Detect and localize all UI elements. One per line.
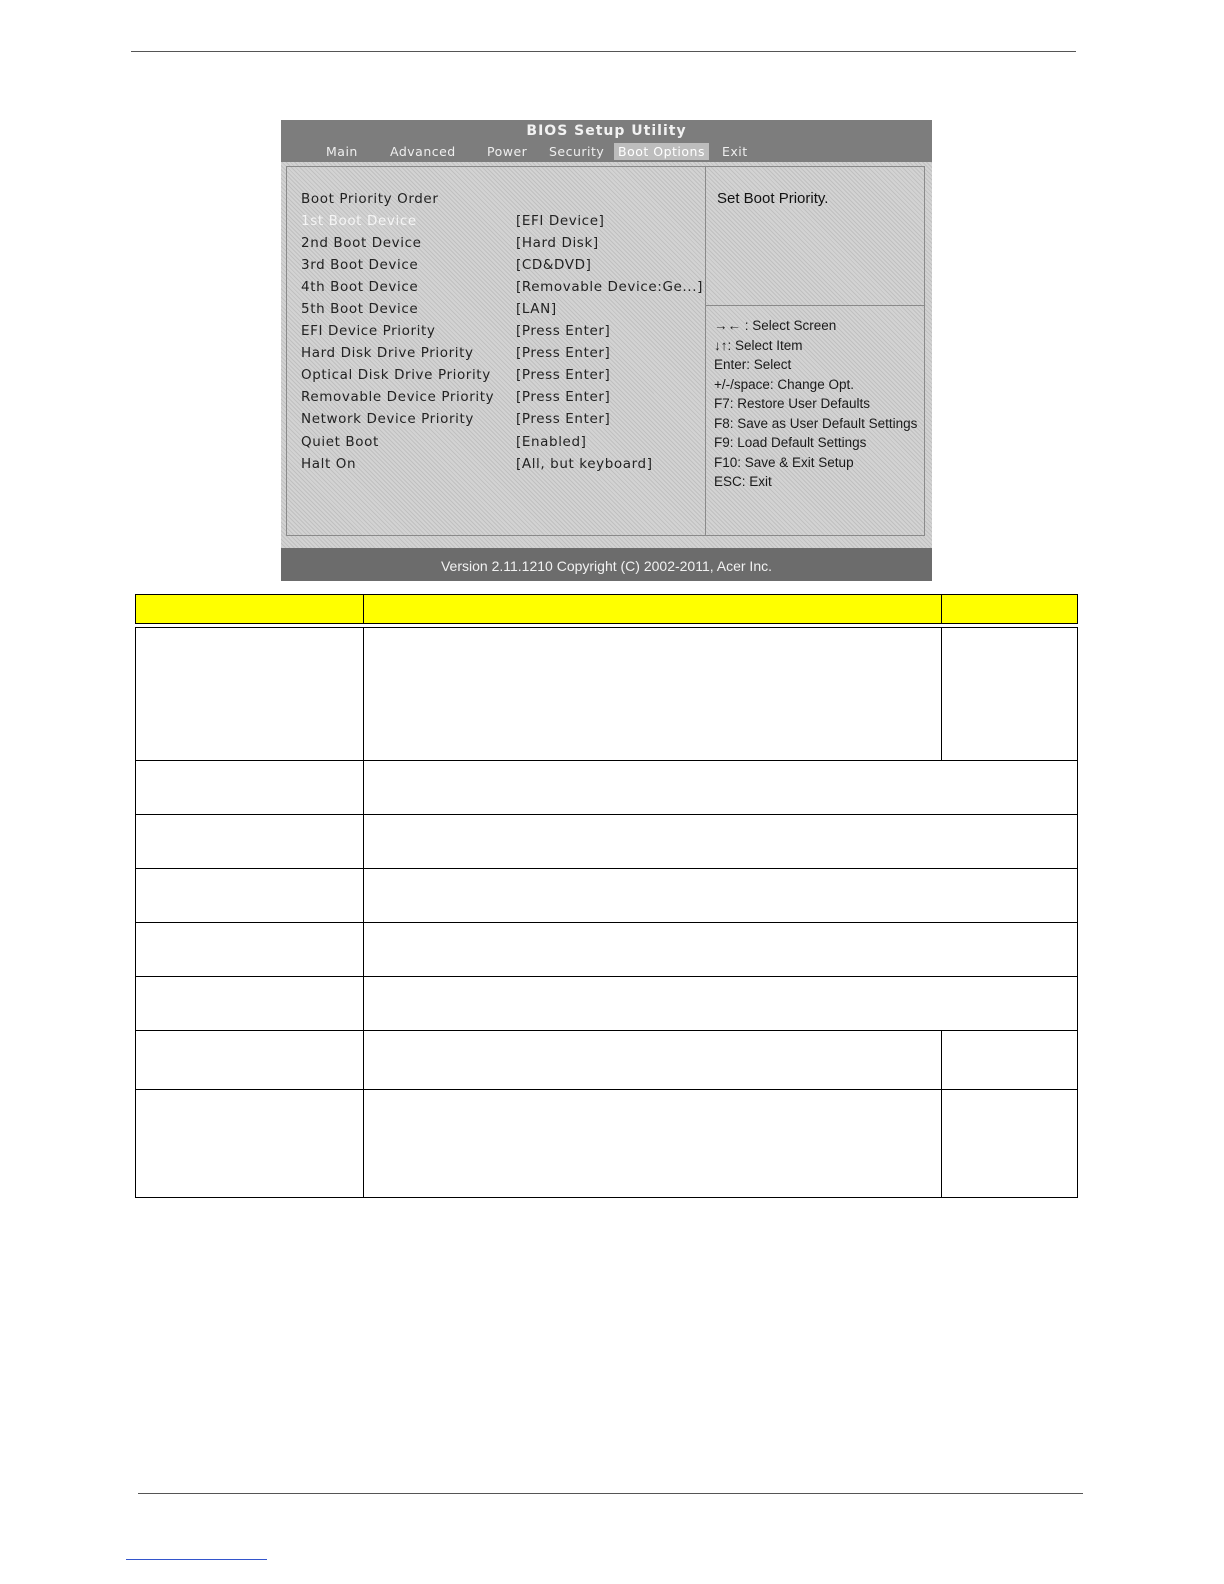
table-cell (363, 976, 1078, 1031)
value-optical-disk-drive-priority[interactable]: [Press Enter] (516, 367, 611, 383)
value-network-device-priority[interactable]: [Press Enter] (516, 411, 611, 427)
table-row (135, 922, 364, 977)
value-efi-device-priority[interactable]: [Press Enter] (516, 323, 611, 339)
option-optical-disk-drive-priority[interactable]: Optical Disk Drive Priority (301, 367, 491, 383)
bios-footer: Version 2.11.1210 Copyright (C) 2002-2011, Acer Inc. (281, 548, 932, 581)
key-f9: F9: Load Default Settings (714, 435, 867, 450)
key-esc: ESC: Exit (714, 474, 772, 489)
value-1st-boot-device[interactable]: [EFI Device] (516, 213, 605, 229)
key-change-opt: +/-/space: Change Opt. (714, 376, 854, 392)
table-row (135, 1030, 364, 1090)
key-f8: F8: Save as User Default Settings (714, 415, 918, 431)
option-hard-disk-drive-priority[interactable]: Hard Disk Drive Priority (301, 345, 474, 361)
bios-frame (286, 166, 925, 536)
option-halt-on[interactable]: Halt On (301, 456, 357, 472)
table-row (135, 1089, 364, 1198)
option-network-device-priority[interactable]: Network Device Priority (301, 411, 474, 427)
table-cell (363, 627, 942, 761)
bios-menu-bar (281, 142, 932, 162)
footer-link-underline[interactable] (126, 1559, 267, 1560)
option-3rd-boot-device[interactable]: 3rd Boot Device (301, 257, 419, 273)
table-header-parameter (135, 594, 364, 624)
table-cell (363, 814, 1078, 869)
key-select-item: ↓↑: Select Item (714, 337, 803, 353)
value-halt-on[interactable]: [All, but keyboard] (516, 456, 653, 472)
option-4th-boot-device[interactable]: 4th Boot Device (301, 279, 419, 295)
key-f7: F7: Restore User Defaults (714, 396, 871, 411)
bios-help-divider (706, 305, 924, 306)
help-text: Set Boot Priority. (717, 190, 829, 207)
bios-body (281, 162, 932, 548)
tab-boot-options[interactable]: Boot Options (614, 143, 709, 160)
bios-column-divider (705, 167, 706, 535)
tab-main[interactable]: Main (326, 144, 358, 159)
value-5th-boot-device[interactable]: [LAN] (516, 301, 557, 317)
value-2nd-boot-device[interactable]: [Hard Disk] (516, 235, 599, 251)
table-header-format (941, 594, 1078, 624)
table-header-description (363, 594, 942, 624)
table-cell (941, 1089, 1078, 1198)
page-header-rule (131, 51, 1076, 52)
table-cell (363, 868, 1078, 923)
parameter-table (135, 594, 1078, 1198)
value-4th-boot-device[interactable]: [Removable Device:Ge...] (516, 279, 703, 295)
table-row (135, 976, 364, 1031)
section-heading: Boot Priority Order (301, 191, 439, 207)
key-legend (714, 316, 917, 492)
table-row (135, 814, 364, 869)
table-cell (363, 1089, 942, 1198)
page-footer-rule (138, 1493, 1083, 1494)
table-cell (363, 760, 1078, 815)
value-removable-device-priority[interactable]: [Press Enter] (516, 389, 611, 405)
option-efi-device-priority[interactable]: EFI Device Priority (301, 323, 436, 339)
key-select-screen: →← : Select Screen (714, 318, 837, 333)
table-row (135, 627, 364, 761)
table-row (135, 868, 364, 923)
tab-exit[interactable]: Exit (722, 144, 748, 159)
value-3rd-boot-device[interactable]: [CD&DVD] (516, 257, 592, 273)
key-enter-select: Enter: Select (714, 357, 792, 372)
option-5th-boot-device[interactable]: 5th Boot Device (301, 301, 419, 317)
tab-security[interactable]: Security (549, 144, 605, 159)
table-row (135, 760, 364, 815)
option-removable-device-priority[interactable]: Removable Device Priority (301, 389, 495, 405)
value-hard-disk-drive-priority[interactable]: [Press Enter] (516, 345, 611, 361)
option-2nd-boot-device[interactable]: 2nd Boot Device (301, 235, 422, 251)
table-cell (363, 1030, 942, 1090)
tab-power[interactable]: Power (487, 144, 528, 159)
option-1st-boot-device[interactable]: 1st Boot Device (301, 213, 417, 229)
key-f10: F10: Save & Exit Setup (714, 454, 854, 470)
value-quiet-boot[interactable]: [Enabled] (516, 434, 587, 450)
tab-advanced[interactable]: Advanced (390, 144, 456, 159)
bios-title: BIOS Setup Utility (526, 123, 687, 139)
table-cell (941, 627, 1078, 761)
option-quiet-boot[interactable]: Quiet Boot (301, 434, 379, 450)
bios-screenshot (281, 120, 932, 581)
table-cell (363, 922, 1078, 977)
table-cell (941, 1030, 1078, 1090)
